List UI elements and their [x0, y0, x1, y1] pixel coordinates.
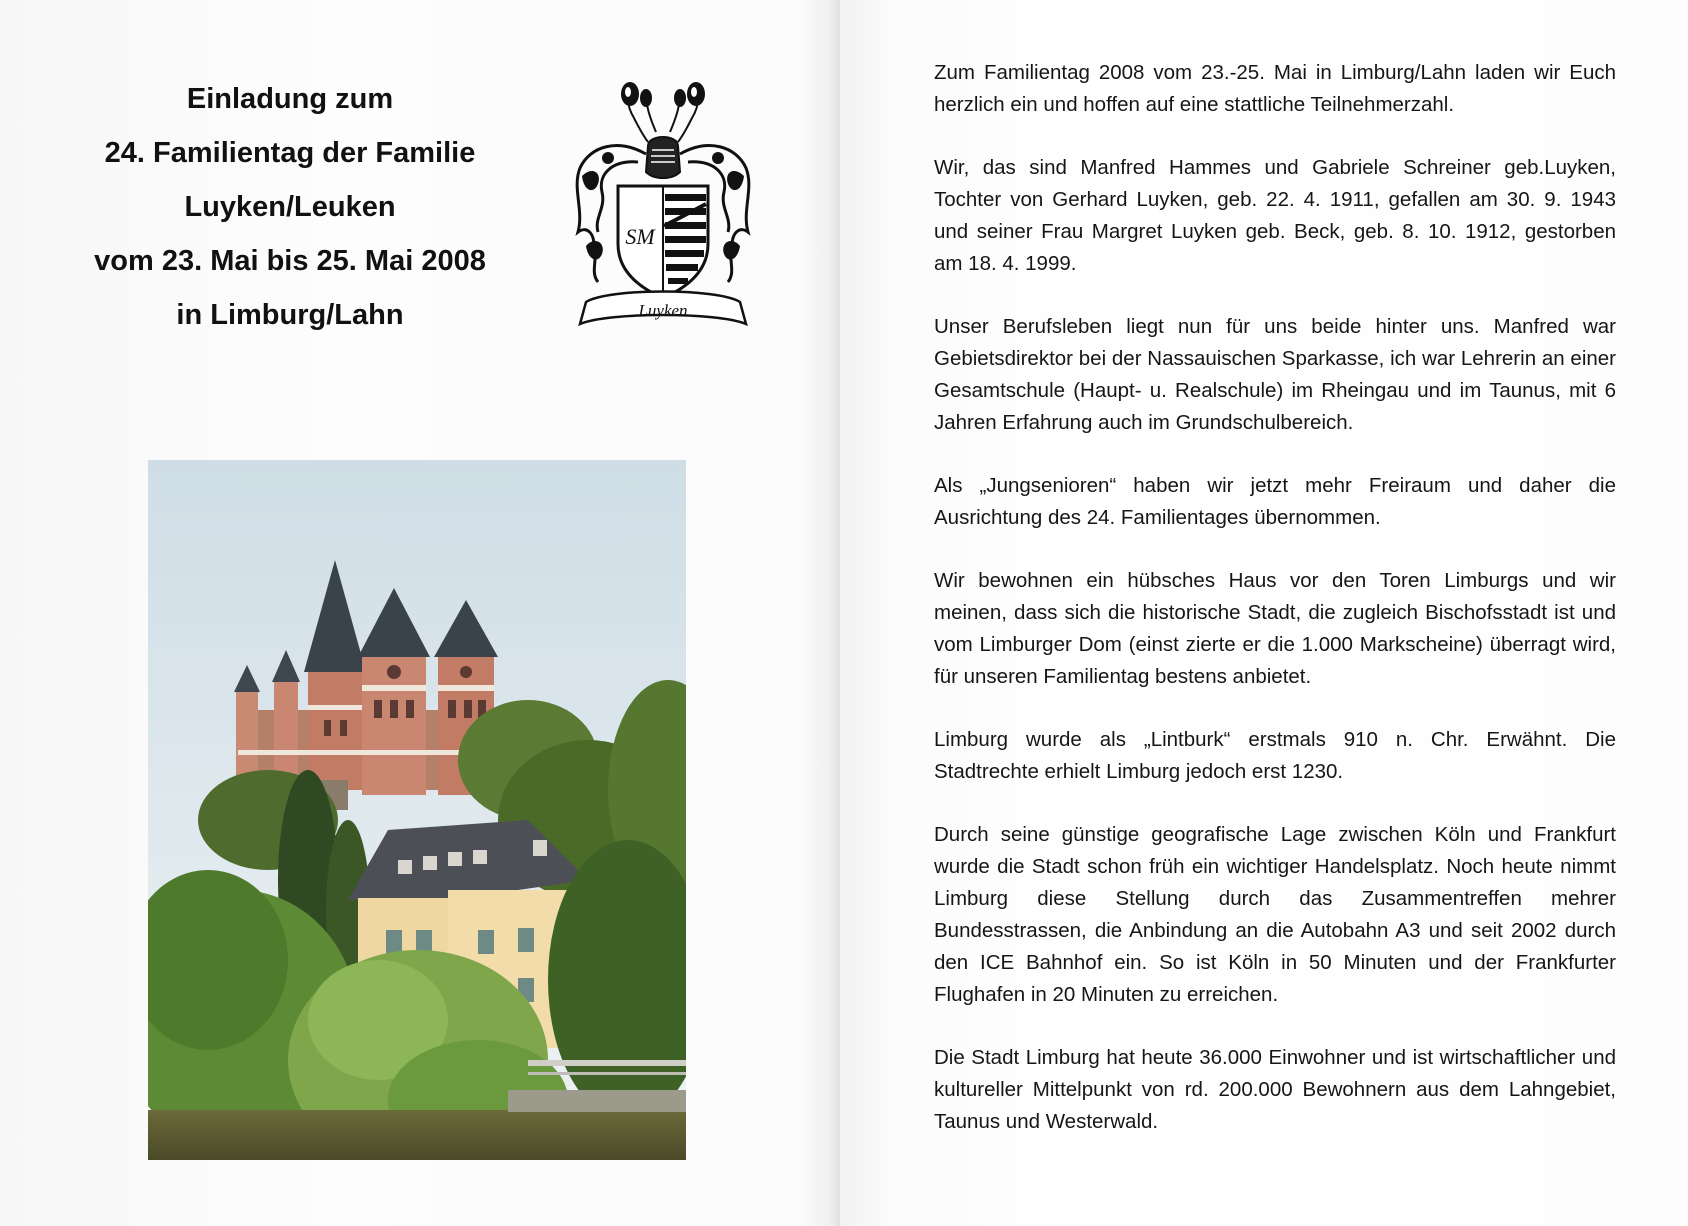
- invitation-heading: [50, 72, 530, 342]
- body-paragraph: Wir, das sind Manfred Hammes und Gabriele Schreiner geb.Luyken, Tochter von Gerhard Luyken, geb. 22. 4. 1911, gefallen am 30. 9. 1943 und seiner Frau Margret Luyken geb. Beck, geb. 8. 10. 1912, gestorben am 18. 4. 1999.: [934, 156, 1616, 275]
- body-paragraph: Wir bewohnen ein hübsches Haus vor den Toren Limburgs und wir meinen, dass sich die historische Stadt, die zugleich Bischofsstadt ist und vom Limburger Dom (einst zierte er die 1.000 Markscheine) überragt wird, für unseren Familientag bestens anbietet.: [934, 569, 1616, 688]
- family-crest-icon: [568, 76, 758, 326]
- body-paragraph: Die Stadt Limburg hat heute 36.000 Einwohner und ist wirtschaftlicher und kultureller Mittelpunkt von rd. 200.000 Bewohnern aus dem Lahngebiet, Taunus und Westerwald.: [934, 1046, 1616, 1133]
- invitation-body: [934, 57, 1616, 1169]
- body-paragraph: Limburg wurde als „Lintburk“ erstmals 910 n. Chr. Erwähnt. Die Stadtrechte erhielt Limburg jedoch erst 1230.: [934, 728, 1616, 783]
- crest-banner-text: Luyken: [638, 301, 688, 320]
- body-paragraph: Zum Familientag 2008 vom 23.-25. Mai in Limburg/Lahn laden wir Euch herzlich ein und hoffen auf eine stattliche Teilnehmerzahl.: [934, 61, 1616, 116]
- body-paragraph: Unser Berufsleben liegt nun für uns beide hinter uns. Manfred war Gebietsdirektor bei der Nassauischen Sparkasse, ich war Lehrerin an einer Gesamtschule (Haupt- u. Realschule) im Rheingau und im Taunus, mit 6 Jahren Erfahrung auch im Grundschulbereich.: [934, 315, 1616, 434]
- heading-line: in Limburg/Lahn: [176, 299, 404, 331]
- limburg-cathedral-photo: [148, 460, 686, 1160]
- body-paragraph: Durch seine günstige geografische Lage zwischen Köln und Frankfurt wurde die Stadt schon früh ein wichtiger Handelsplatz. Noch heute nimmt Limburg diese Stellung durch das Zusammentreffen mehrer Bundesstrassen, die Anbindung an die Autobahn A3 und seit 2002 durch den ICE Bahnhof ein. So ist Köln in 50 Minuten und der Frankfurter Flughafen in 20 Minuten zu erreichen.: [934, 823, 1616, 1006]
- cathedral-image: [148, 460, 686, 1160]
- svg-text:SM: SM: [625, 224, 655, 249]
- body-paragraph: Als „Jungsenioren“ haben wir jetzt mehr Freiraum und daher die Ausrichtung des 24. Familientages übernommen.: [934, 474, 1616, 529]
- left-page: [0, 0, 840, 1226]
- heading-line: Einladung zum: [186, 83, 394, 115]
- heading-line: 24. Familientag der Familie: [104, 137, 476, 169]
- heading-line: Luyken/Leuken: [184, 191, 396, 223]
- heading-line: vom 23. Mai bis 25. Mai 2008: [94, 245, 486, 277]
